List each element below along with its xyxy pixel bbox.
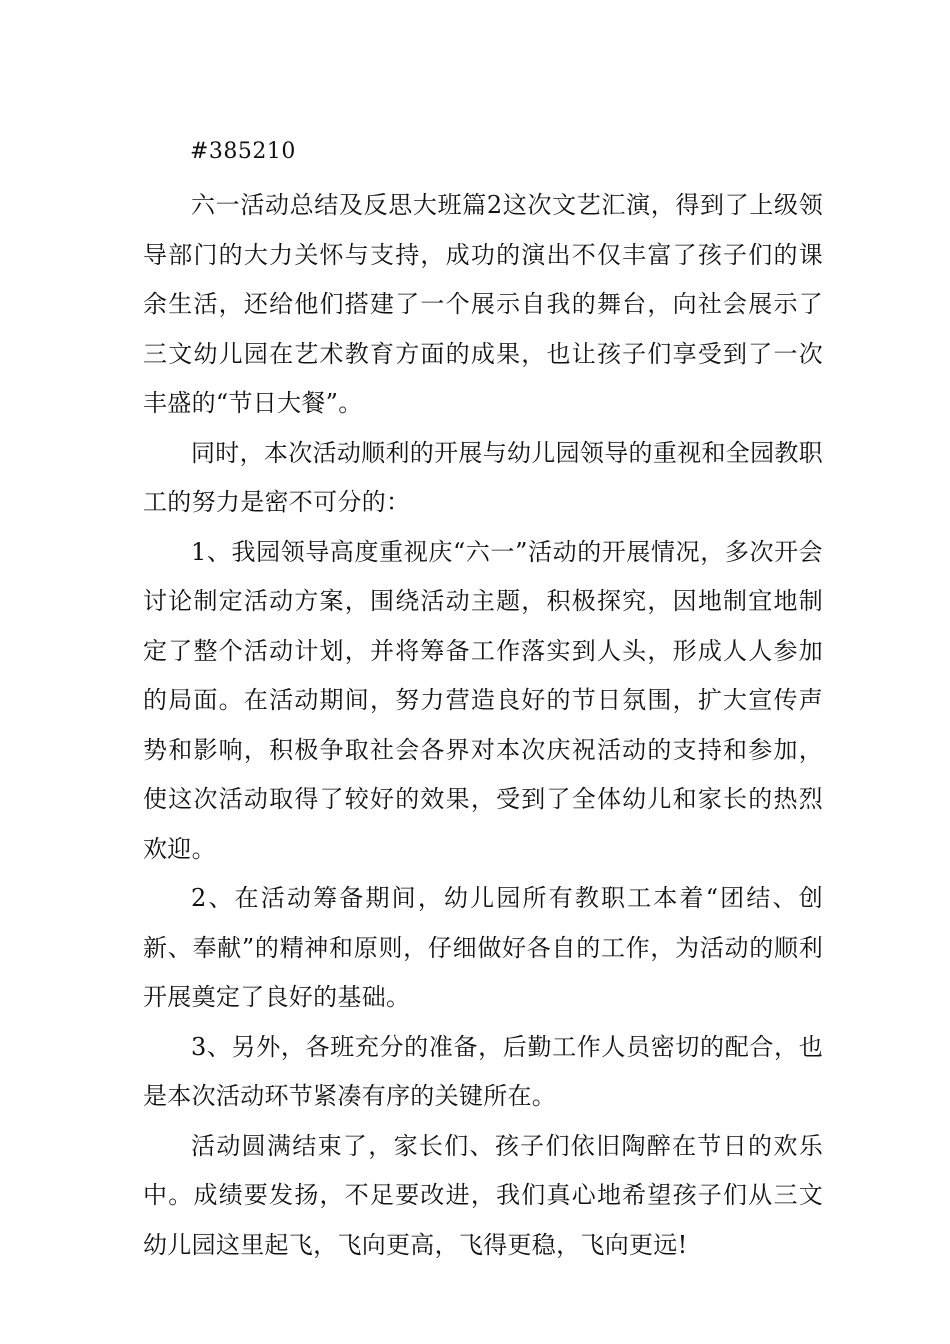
paragraph-point-3: 3、另外，各班充分的准备，后勤工作人员密切的配合，也是本次活动环节紧凑有序的关键所在。 <box>143 1032 823 1110</box>
paragraph-point-2: 2、在活动筹备期间，幼儿园所有教职工本着“团结、创新、奉献”的精神和原则，仔细做好各自的工作，为活动的顺利开展奠定了良好的基础。 <box>143 884 823 1011</box>
paragraph-conclusion: 活动圆满结束了，家长们、孩子们依旧陶醉在节日的欢乐中。成绩要发扬，不足要改进，我们真心地希望孩子们从三文幼儿园这里起飞，飞向更高，飞得更稳，飞向更远! <box>143 1131 823 1259</box>
paragraph-cooperation: 同时，本次活动顺利的开展与幼儿园领导的重视和全园教职工的努力是密不可分的： <box>143 438 823 516</box>
document-id: #385210 <box>190 139 296 164</box>
paragraph-point-1: 1、我园领导高度重视庆“六一”活动的开展情况，多次开会讨论制定活动方案，围绕活动主题，积极探究，因地制宜地制定了整个活动计划，并将筹备工作落实到人头，形成人人参加的局面。在活动期间，努力营造良好的节日氛围，扩大宣传声势和影响，积极争取社会各界对本次庆祝活动的支持和参加，使这次活动取得了较好的效果，受到了全体幼儿和家长的热烈欢迎。 <box>143 537 823 863</box>
document-body <box>143 181 823 1270</box>
paragraph-intro: 六一活动总结及反思大班篇2这次文艺汇演，得到了上级领导部门的大力关怀与支持，成功的演出不仅丰富了孩子们的课余生活，还给他们搭建了一个展示自我的舞台，向社会展示了三文幼儿园在艺术教育方面的成果，也让孩子们享受到了一次丰盛的“节日大餐”。 <box>143 191 823 417</box>
